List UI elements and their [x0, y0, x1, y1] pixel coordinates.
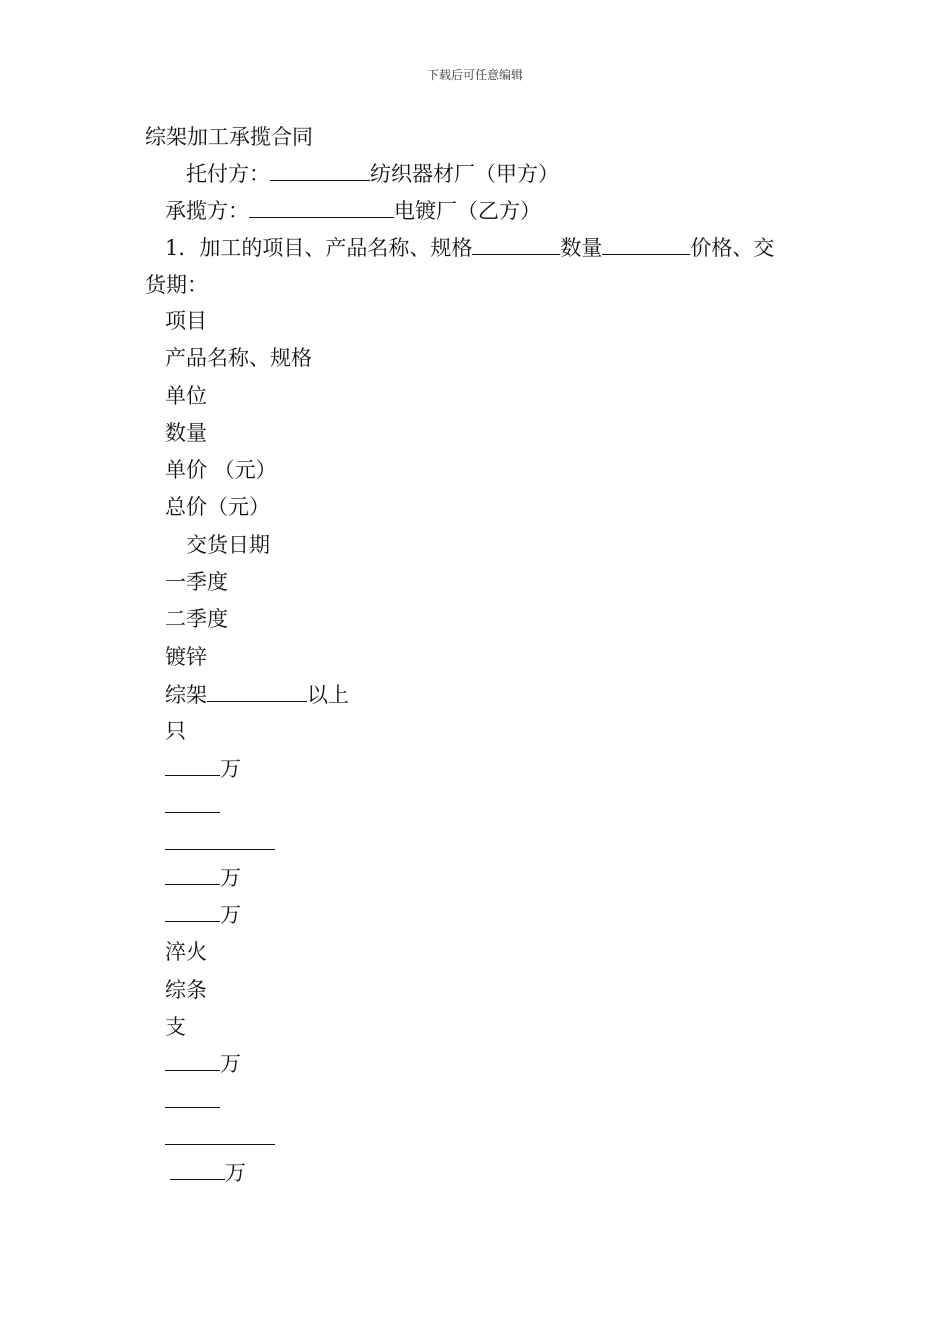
product-name-label: 产品名称、规格	[165, 346, 312, 370]
clause-1-prefix: 1．加工的项目、产品名称、规格	[165, 236, 473, 260]
price-blank-3	[165, 901, 220, 922]
clause-1-quantity: 数量	[560, 236, 603, 260]
entrusting-party-label: 托付方：	[186, 162, 270, 186]
unit-zhi2-label: 支	[165, 1015, 186, 1039]
item-label: 项目	[165, 309, 207, 333]
document-title: 综架加工承揽合同	[145, 125, 313, 149]
clause-1-price: 价格、交	[690, 236, 775, 260]
wan-unit-5: 万	[225, 1161, 246, 1185]
price-line-5	[170, 1159, 246, 1186]
price-blank-4	[165, 1050, 220, 1071]
blank-line-1	[165, 792, 220, 819]
blank-line-4	[165, 1124, 275, 1151]
price-blank-5	[170, 1159, 225, 1180]
clause-1-continuation: 货期：	[145, 273, 208, 297]
entrusting-party-line	[186, 160, 559, 187]
price-line-1	[165, 755, 241, 782]
heald-strip-label: 综条	[165, 978, 207, 1002]
header-note: 下载后可任意编辑	[426, 68, 523, 82]
contractor-blank	[249, 197, 394, 218]
quantity-blank	[602, 234, 690, 255]
heald-frame-suffix: 以上	[307, 683, 349, 707]
blank-long-1	[165, 829, 275, 850]
price-blank-2	[165, 864, 220, 885]
wan-unit-3: 万	[220, 903, 241, 927]
clause-1-line	[165, 234, 774, 261]
price-line-2	[165, 864, 241, 891]
wan-unit-2: 万	[220, 866, 241, 890]
unit-label: 单位	[165, 384, 207, 408]
heald-frame-line	[165, 681, 349, 708]
blank-long-2	[165, 1124, 275, 1145]
blank-short-1	[165, 792, 220, 813]
unit-price-label: 单价 （元）	[165, 458, 277, 482]
blank-line-2	[165, 829, 275, 856]
price-line-4	[165, 1050, 241, 1077]
total-price-label: 总价（元）	[165, 495, 270, 519]
wan-unit-1: 万	[220, 757, 241, 781]
quench-label: 淬火	[165, 940, 207, 964]
blank-line-3	[165, 1087, 220, 1114]
heald-frame-blank	[207, 681, 307, 702]
quantity-label: 数量	[165, 421, 207, 445]
price-blank-1	[165, 755, 220, 776]
contractor-line	[165, 197, 541, 224]
delivery-date-label: 交货日期	[186, 533, 270, 557]
q1-label: 一季度	[165, 570, 228, 594]
price-line-3	[165, 901, 241, 928]
galvanize-label: 镀锌	[165, 645, 207, 669]
blank-short-2	[165, 1087, 220, 1108]
heald-frame-prefix: 综架	[165, 683, 207, 707]
wan-unit-4: 万	[220, 1052, 241, 1076]
contractor-label: 承揽方：	[165, 199, 249, 223]
spec-blank	[472, 234, 560, 255]
entrusting-party-suffix: 纺织器材厂（甲方）	[370, 162, 559, 186]
unit-zhi-label: 只	[165, 719, 186, 743]
contractor-suffix: 电镀厂（乙方）	[394, 199, 541, 223]
entrusting-party-blank	[270, 160, 370, 181]
q2-label: 二季度	[165, 607, 228, 631]
